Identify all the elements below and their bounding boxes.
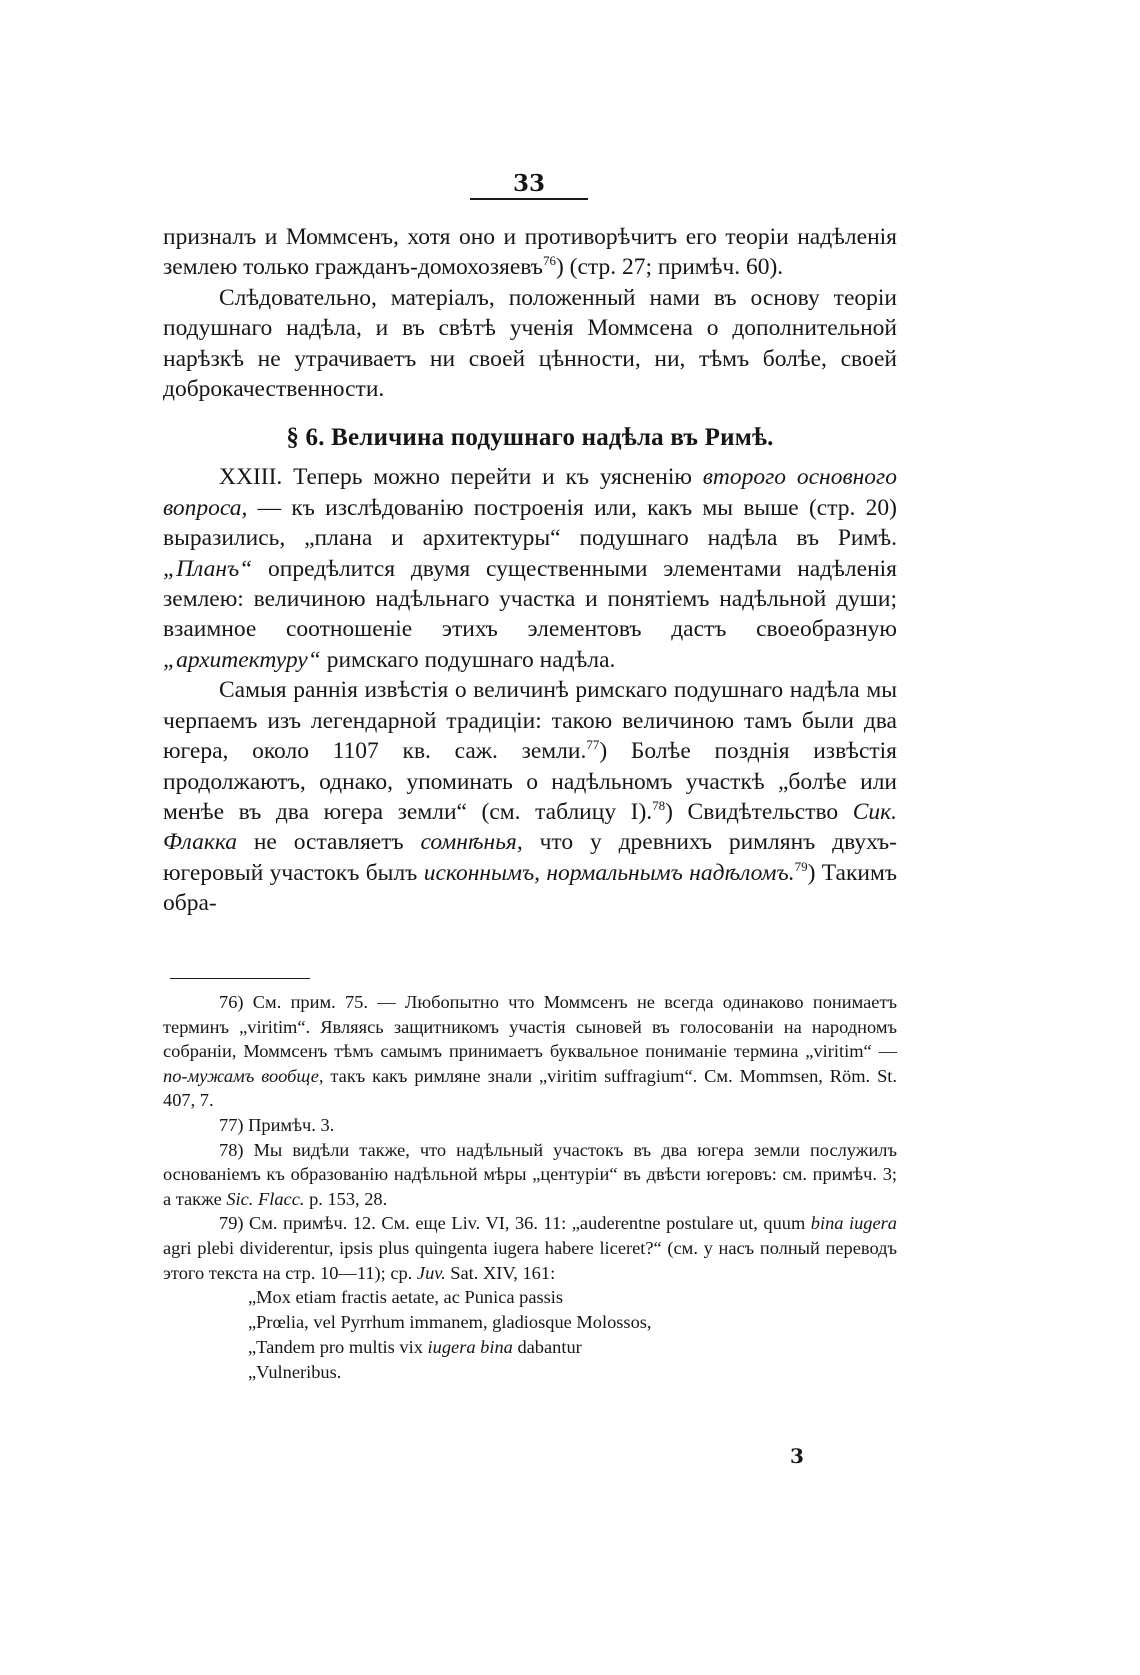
verse-3-emphasis: iugera bina bbox=[427, 1337, 513, 1358]
page-number-rule bbox=[470, 198, 588, 200]
fn79-emphasis-2: Juv. bbox=[416, 1262, 446, 1283]
footnote-ref-76[interactable]: 76 bbox=[542, 253, 556, 269]
verse-line: „Prœlia, vel Pyrrhum immanem, gladiosque Molossos, bbox=[248, 1312, 652, 1333]
p3-e: опредѣлится двумя существенными элементами надѣленія землею: величиною надѣльнаго участка и понятіемъ надѣльной души; взаимное соотношеніе этихъ элементовъ дастъ своеобразную bbox=[163, 555, 897, 643]
paragraph-1-tail: ) (стр. 27; примѣч. 60). bbox=[555, 254, 784, 281]
fn79-emphasis-1: bina iugera bbox=[810, 1213, 897, 1234]
paragraph-4 bbox=[163, 675, 897, 918]
main-text bbox=[163, 222, 897, 919]
p3-a: XXIII. Теперь можно перейти и къ уясненію bbox=[219, 464, 703, 491]
verse-quote bbox=[163, 1285, 897, 1385]
fn78-emphasis: Sic. Flacc. bbox=[226, 1188, 305, 1209]
p4-emphasis-2: сомнѣнья, bbox=[420, 829, 523, 856]
paragraph-continuation bbox=[163, 222, 897, 283]
footnote-79 bbox=[163, 1211, 897, 1285]
p4-emphasis-3: исконнымъ, нормальнымъ надѣломъ. bbox=[423, 859, 795, 886]
footnote-ref-77[interactable]: 77 bbox=[586, 737, 600, 753]
footnote-76 bbox=[163, 990, 897, 1113]
fn78-a: 78) Мы видѣли также, что надѣльный участокъ въ два югера земли послужилъ основаніемъ къ образованію надѣльной мѣры „центуріи“ въ двѣсти югеровъ: см. примѣч. 3; а также bbox=[163, 1139, 897, 1209]
p4-g: что у древнихъ римлянъ двухъ-югеровый участокъ былъ bbox=[163, 829, 897, 886]
fn76-c: такъ какъ римляне знали „viritim suffragium“. См. Mommsen, Röm. St. 407, 7. bbox=[163, 1065, 897, 1111]
p4-i: ) Такимъ обра- bbox=[163, 859, 898, 917]
paragraph-3 bbox=[163, 462, 897, 675]
p3-emphasis-1: второго основного вопроса, bbox=[163, 464, 897, 521]
paragraph-1-text: призналъ и Моммсенъ, хотя оно и противорѣчитъ его теоріи надѣленія землею только гражданъ-домохозяевъ bbox=[163, 224, 897, 281]
p4-emphasis-1: Сик. Флакка bbox=[163, 798, 898, 856]
footnote-78 bbox=[163, 1138, 897, 1212]
section-heading: § 6. Величина подушнаго надѣла въ Римѣ. bbox=[286, 424, 774, 452]
p4-e: не оставляетъ bbox=[236, 829, 421, 856]
p3-g: римскаго подушнаго надѣла. bbox=[320, 646, 616, 673]
footnote-separator bbox=[170, 978, 310, 979]
fn79-a: 79) См. примѣч. 12. См. еще Liv. VI, 36. 11: „auderentne postulare ut, quum bbox=[219, 1213, 811, 1234]
page-number: 33 bbox=[512, 170, 545, 197]
signature-mark: 3 bbox=[790, 1444, 804, 1468]
p3-c: — къ изслѣдованію построенія или, какъ мы выше (стр. 20) выразились, „плана и архитектуры“ подушнаго надѣла въ Римѣ. bbox=[163, 494, 897, 552]
fn76-a: 76) См. прим. 75. — Любопытно что Моммсенъ не всегда одинаково понимаетъ терминъ „viritim“. Являясь защитникомъ участія сыновей въ голосованіи на народномъ собраніи, Моммсенъ тѣмъ самымъ принимаетъ буквальное пониманіе термина „viritim“ — bbox=[163, 992, 897, 1062]
p4-c: ) Свидѣтельство bbox=[665, 798, 853, 825]
fn78-c: p. 153, 28. bbox=[304, 1188, 388, 1209]
fn76-emphasis: по-мужамъ вообще, bbox=[163, 1065, 324, 1086]
paragraph-2: Слѣдовательно, матеріалъ, положенный нами въ основу теоріи подушнаго надѣла, и въ свѣтѣ ученія Моммсена о дополнительной нарѣзкѣ не утрачиваетъ ни своей цѣнности, ни, тѣмъ болѣе, своей доброкачественности. bbox=[163, 284, 897, 403]
p3-emphasis-2: „Планъ“ bbox=[163, 555, 253, 582]
verse-3a: „Tandem pro multis vix bbox=[248, 1337, 428, 1358]
footnotes bbox=[163, 990, 897, 1385]
footnote-ref-78[interactable]: 78 bbox=[652, 798, 666, 814]
fn79-e: Sat. XIV, 161: bbox=[445, 1262, 556, 1283]
verse-line: „Vulneribus. bbox=[248, 1362, 342, 1383]
footnote-ref-79[interactable]: 79 bbox=[794, 858, 808, 874]
verse-line bbox=[248, 1335, 897, 1360]
p4-a: Самыя раннія извѣстія о величинѣ римскаго подушнаго надѣла мы черпаемъ изъ легендарной традиціи: такою величиною тамъ были два югера, около 1107 кв. саж. земли. bbox=[163, 677, 897, 765]
footnote-77: 77) Примѣч. 3. bbox=[219, 1114, 335, 1135]
fn79-c: agri plebi dividerentur, ipsis plus quingenta iugera habere liceret?“ (см. у насъ полный переводъ этого текста на стр. 10—11); ср. bbox=[163, 1237, 897, 1283]
p3-emphasis-3: „архитектуру“ bbox=[163, 646, 321, 673]
p4-b: ) Болѣе позднія извѣстія продолжаютъ, однако, упоминать о надѣльномъ участкѣ „болѣе или менѣе въ два югера земли“ (см. таблицу I). bbox=[163, 738, 897, 825]
verse-3c: dabantur bbox=[512, 1337, 582, 1358]
verse-line: „Mox etiam fractis aetate, ac Punica passis bbox=[248, 1287, 564, 1308]
